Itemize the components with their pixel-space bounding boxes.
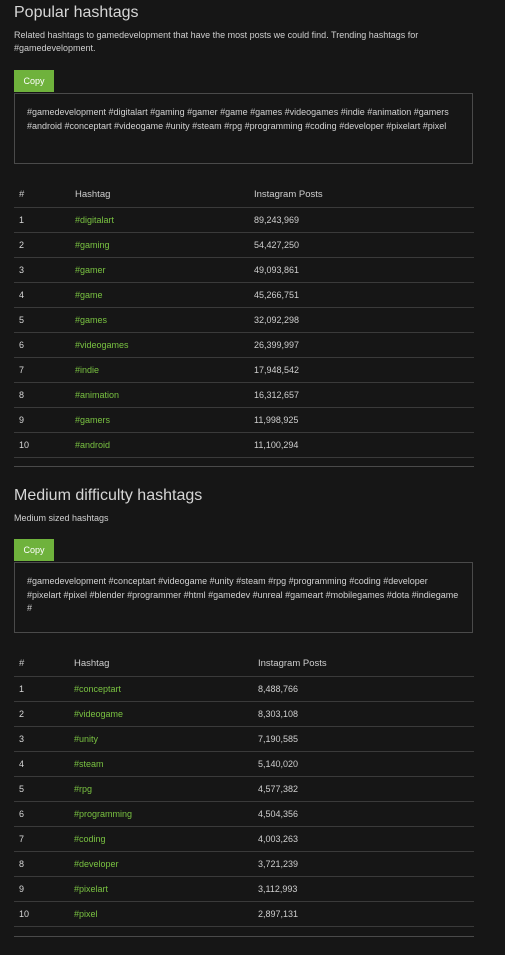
posts-count-cell: 49,093,861 (254, 265, 300, 275)
posts-count-cell: 2,897,131 (258, 909, 299, 919)
rank-cell: 2 (19, 240, 25, 250)
table-header-row (14, 183, 474, 208)
hashtag-link[interactable]: #android (75, 440, 111, 450)
hashtag-table (14, 183, 474, 458)
hashtag-table (14, 652, 474, 927)
hashtag-cell (75, 208, 114, 232)
rank-cell: 8 (19, 859, 25, 869)
hashtag-cell (75, 383, 119, 407)
hashtag-link[interactable]: #pixelart (74, 884, 109, 894)
copy-button[interactable]: Copy (14, 539, 54, 561)
hashtag-cell (74, 702, 123, 726)
table-row (14, 777, 474, 802)
rank-cell: 5 (19, 315, 25, 325)
hashtag-link[interactable]: #coding (74, 834, 106, 844)
rank-header: # (19, 189, 25, 200)
hashtag-cell (74, 752, 104, 776)
rank-cell: 9 (19, 884, 25, 894)
hashtag-text-box[interactable]: #gamedevelopment #conceptart #videogame #unity #steam #rpg #programming #coding #developer #pixelart #pixel #blender #programmer #html #gamedev #unreal #gameart #mobilegames #dota #indiegame # (14, 562, 473, 633)
rank-cell: 3 (19, 265, 25, 275)
rank-cell: 6 (19, 340, 25, 350)
hashtag-link[interactable]: #gamers (75, 415, 111, 425)
hashtag-cell (74, 852, 119, 876)
hashtag-link[interactable]: #game (75, 290, 103, 300)
hashtag-link[interactable]: #digitalart (75, 215, 115, 225)
table-row (14, 283, 474, 308)
rank-cell: 10 (19, 440, 30, 450)
hashtag-link[interactable]: #gaming (75, 240, 110, 250)
table-row (14, 702, 474, 727)
posts-count-cell: 3,112,993 (258, 884, 298, 894)
rank-cell: 6 (19, 809, 25, 819)
hashtag-link[interactable]: #gamer (75, 265, 106, 275)
posts-count-cell: 5,140,020 (258, 759, 299, 769)
hashtag-link[interactable]: #videogames (75, 340, 129, 350)
section-divider (14, 466, 474, 467)
hashtag-link[interactable]: #games (75, 315, 108, 325)
table-row (14, 677, 474, 702)
hashtag-cell (74, 777, 92, 801)
table-row (14, 877, 474, 902)
posts-count-cell: 7,190,585 (258, 734, 299, 744)
posts-count-cell: 16,312,657 (254, 390, 300, 400)
hashtag-link[interactable]: #unity (74, 734, 99, 744)
posts-header: Instagram Posts (254, 189, 323, 200)
rank-cell: 10 (19, 909, 30, 919)
table-header-row (14, 652, 474, 677)
hashtag-link[interactable]: #conceptart (74, 684, 122, 694)
hashtag-cell (74, 877, 108, 901)
hashtag-link[interactable]: #rpg (74, 784, 93, 794)
hashtag-link[interactable]: #programming (74, 809, 133, 819)
posts-header: Instagram Posts (258, 658, 327, 669)
hashtag-cell (74, 802, 132, 826)
hashtag-cell (75, 233, 110, 257)
rank-cell: 1 (19, 684, 25, 694)
hashtag-cell (75, 433, 110, 457)
rank-cell: 3 (19, 734, 25, 744)
table-row (14, 727, 474, 752)
hashtag-cell (75, 308, 107, 332)
hashtag-link[interactable]: #pixel (74, 909, 98, 919)
hashtag-cell (75, 358, 99, 382)
table-row (14, 333, 474, 358)
table-row (14, 358, 474, 383)
posts-count-cell: 3,721,239 (258, 859, 299, 869)
posts-count-cell: 8,303,108 (258, 709, 299, 719)
table-row (14, 752, 474, 777)
posts-count-cell: 89,243,969 (254, 215, 300, 225)
table-row (14, 408, 474, 433)
section-title: Medium difficulty hashtags (14, 487, 203, 504)
hashtag-cell (75, 258, 106, 282)
rank-cell: 8 (19, 390, 25, 400)
copy-button[interactable]: Copy (14, 70, 54, 92)
posts-count-cell: 11,100,294 (254, 440, 299, 450)
posts-count-cell: 32,092,298 (254, 315, 300, 325)
rank-cell: 7 (19, 834, 25, 844)
hashtag-cell (75, 333, 129, 357)
hashtag-cell (75, 283, 103, 307)
hashtag-cell (74, 727, 98, 751)
section-title: Popular hashtags (14, 4, 139, 21)
rank-cell: 4 (19, 759, 25, 769)
hashtag-link[interactable]: #animation (75, 390, 120, 400)
table-row (14, 433, 474, 458)
hashtag-cell (75, 408, 110, 432)
hashtag-text-box[interactable]: #gamedevelopment #digitalart #gaming #gamer #game #games #videogames #indie #animation #gamers #android #conceptart #videogame #unity #steam #rpg #programming #coding #developer #pixelart #pixel (14, 93, 473, 164)
table-row (14, 827, 474, 852)
table-row (14, 258, 474, 283)
rank-cell: 7 (19, 365, 25, 375)
hashtag-link[interactable]: #indie (75, 365, 100, 375)
posts-count-cell: 26,399,997 (254, 340, 300, 350)
posts-count-cell: 17,948,542 (254, 365, 300, 375)
posts-count-cell: 4,504,356 (258, 809, 299, 819)
table-row (14, 308, 474, 333)
section-divider (14, 936, 474, 937)
hashtag-cell (74, 677, 121, 701)
rank-cell: 1 (19, 215, 25, 225)
posts-count-cell: 8,488,766 (258, 684, 299, 694)
section-description: Related hashtags to gamedevelopment that have the most posts we could find. Trending hashtags for #gamedevelopment. (14, 30, 419, 53)
rank-cell: 9 (19, 415, 25, 425)
rank-header: # (19, 658, 25, 669)
rank-cell: 4 (19, 290, 25, 300)
hashtag-link[interactable]: #steam (74, 759, 104, 769)
hashtag-cell (74, 902, 98, 926)
posts-count-cell: 4,003,263 (258, 834, 299, 844)
table-row (14, 802, 474, 827)
hashtag-header: Hashtag (74, 658, 110, 669)
table-row (14, 902, 474, 927)
hashtag-link[interactable]: #videogame (74, 709, 124, 719)
rank-cell: 2 (19, 709, 25, 719)
table-row (14, 208, 474, 233)
posts-count-cell: 4,577,382 (258, 784, 299, 794)
table-row (14, 233, 474, 258)
posts-count-cell: 54,427,250 (254, 240, 300, 250)
hashtag-header: Hashtag (75, 189, 111, 200)
table-row (14, 852, 474, 877)
rank-cell: 5 (19, 784, 25, 794)
section-description: Medium sized hashtags (14, 513, 109, 523)
posts-count-cell: 45,266,751 (254, 290, 300, 300)
hashtag-link[interactable]: #developer (74, 859, 119, 869)
posts-count-cell: 11,998,925 (254, 415, 299, 425)
hashtag-cell (74, 827, 106, 851)
table-row (14, 383, 474, 408)
